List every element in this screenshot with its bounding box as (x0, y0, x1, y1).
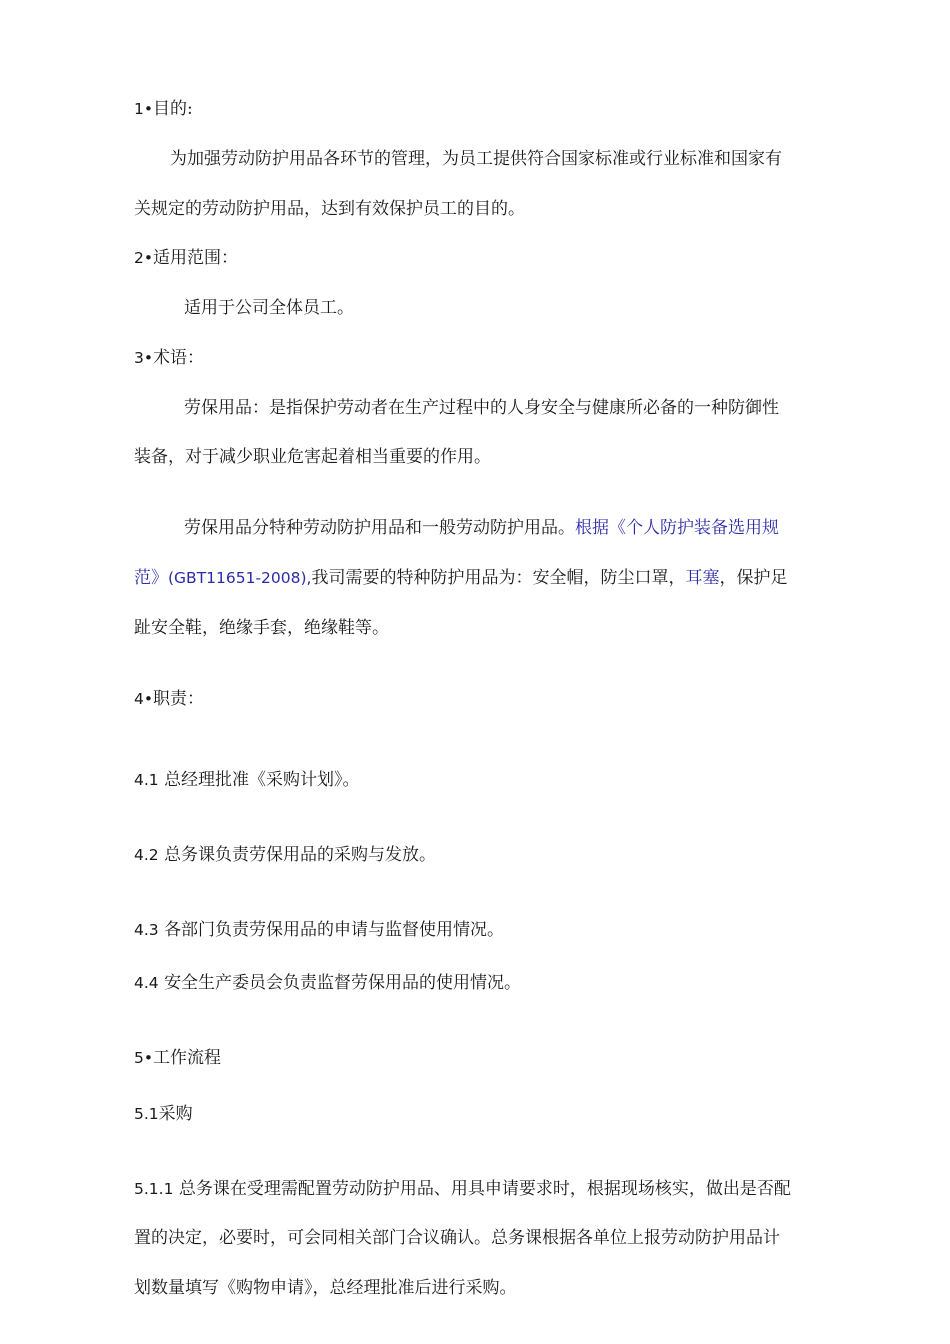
paragraph (134, 566, 787, 590)
paragraph-text: 总务课在受理需配置劳动防护用品、用具申请要求时，根据现场核实，做出是否配 (178, 1179, 791, 1199)
section-title: 术语： (153, 348, 205, 368)
section-3-heading (134, 346, 204, 370)
list-item (134, 971, 521, 995)
item-number: 4.1 (134, 771, 159, 789)
section-title: 适用范围： (153, 248, 239, 268)
section-title: 职责： (153, 689, 205, 709)
item-text: 总务课负责劳保用品的采购与发放。 (164, 845, 437, 865)
item-text: 安全生产委员会负责监督劳保用品的使用情况。 (164, 973, 522, 993)
section-1-heading (134, 97, 193, 121)
paragraph: 关规定的劳动防护用品，达到有效保护员工的目的。 (134, 199, 525, 219)
list-item (134, 918, 504, 942)
section-title: 目的: (153, 99, 193, 119)
paragraph: 劳保用品：是指保护劳动者在生产过程中的人身安全与健康所必备的一种防御性 (184, 398, 779, 418)
section-2-heading (134, 246, 238, 270)
paragraph: 装备，对于减少职业危害起着相当重要的作用。 (134, 447, 491, 467)
standard-code-link[interactable]: (GBT11651-2008), (168, 569, 312, 587)
list-item (134, 843, 436, 867)
section-number: 3• (134, 349, 154, 367)
item-number: 4.3 (134, 921, 159, 939)
section-number: 2• (134, 249, 154, 267)
item-text: 各部门负责劳保用品的申请与监督使用情况。 (164, 920, 505, 940)
standard-reference-link[interactable]: 根据《个人防护装备选用规 (575, 518, 779, 538)
subsection-number: 5.1 (134, 1105, 159, 1123)
section-number: 1• (134, 100, 154, 118)
section-number: 5• (134, 1049, 154, 1067)
section-number: 4• (134, 690, 154, 708)
paragraph-text: ，保护足 (719, 568, 788, 588)
earplug-link[interactable]: 耳塞 (685, 568, 720, 588)
section-title: 工作流程 (153, 1048, 222, 1068)
paragraph (184, 516, 779, 540)
section-5-heading (134, 1046, 221, 1070)
standard-reference-link[interactable]: 范》 (134, 568, 168, 588)
paragraph: 适用于公司全体员工。 (184, 298, 354, 318)
paragraph-text: 劳保用品分特种劳动防护用品和一般劳动防护用品。 (184, 518, 575, 538)
paragraph-text: 我司需要的特种防护用品为：安全帽，防尘口罩， (311, 568, 686, 588)
paragraph (134, 1177, 791, 1201)
clause-number: 5.1.1 (134, 1180, 174, 1198)
paragraph: 置的决定，必要时，可会同相关部门合议确认。总务课根据各单位上报劳动防护用品计 (134, 1228, 780, 1248)
paragraph: 划数量填写《购物申请》，总经理批准后进行采购。 (134, 1278, 517, 1298)
subsection-heading (134, 1102, 193, 1126)
subsection-title: 采购 (158, 1104, 193, 1124)
item-number: 4.2 (134, 846, 159, 864)
item-number: 4.4 (134, 974, 159, 992)
list-item (134, 768, 360, 792)
paragraph: 趾安全鞋，绝缘手套，绝缘鞋等。 (134, 618, 389, 638)
item-text: 总经理批准《采购计划》。 (164, 770, 360, 790)
paragraph: 为加强劳动防护用品各环节的管理，为员工提供符合国家标准或行业标准和国家有 (170, 149, 782, 169)
section-4-heading (134, 687, 204, 711)
